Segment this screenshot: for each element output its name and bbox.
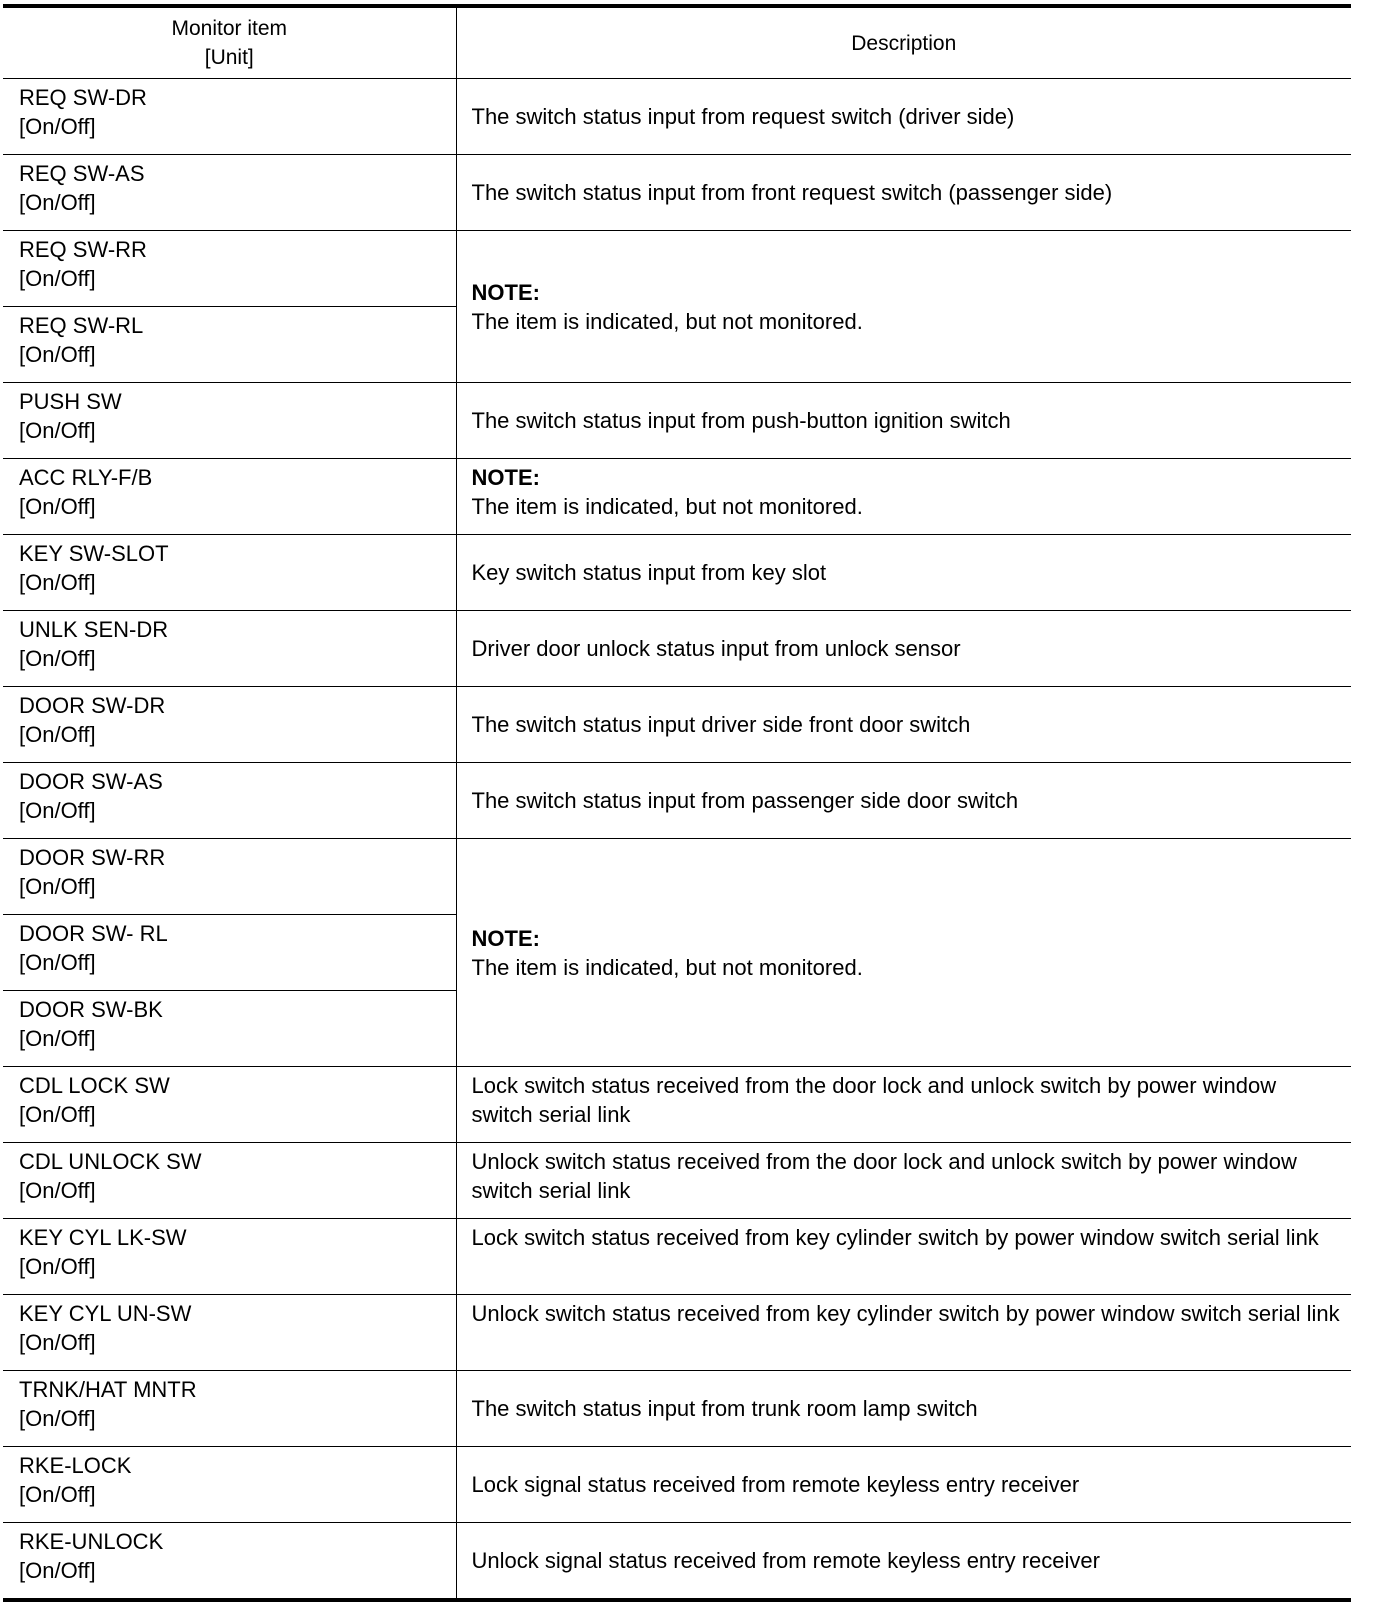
monitor-item-cell (3, 1143, 456, 1219)
table-row (3, 383, 1351, 459)
table-row (3, 1447, 1351, 1523)
item-unit: [On/Off] (19, 114, 96, 139)
item-name: DOOR SW-AS (19, 769, 163, 794)
monitor-item-cell (3, 231, 456, 307)
table-row (3, 839, 1351, 915)
item-name: KEY SW-SLOT (19, 541, 169, 566)
item-name: DOOR SW-RR (19, 845, 166, 870)
table-row (3, 155, 1351, 231)
monitor-item-table (3, 4, 1351, 1602)
item-unit: [On/Off] (19, 342, 96, 367)
monitor-item-cell (3, 79, 456, 155)
table-row (3, 1523, 1351, 1601)
table-row (3, 79, 1351, 155)
note-label: NOTE: (471, 279, 540, 305)
description-cell: Unlock signal status received from remote keyless entry receiver (456, 1523, 1351, 1601)
monitor-item-cell (3, 383, 456, 459)
monitor-item-cell (3, 915, 456, 991)
description-cell: Unlock switch status received from the door lock and unlock switch by power window switch serial link (456, 1143, 1351, 1219)
item-unit: [On/Off] (19, 570, 96, 595)
monitor-item-cell (3, 1295, 456, 1371)
item-unit: [On/Off] (19, 798, 96, 823)
item-unit: [On/Off] (19, 874, 96, 899)
note-cell (456, 459, 1351, 535)
monitor-item-cell (3, 687, 456, 763)
item-unit: [On/Off] (19, 646, 96, 671)
table-header-row (3, 6, 1351, 79)
item-name: TRNK/HAT MNTR (19, 1377, 197, 1402)
description-cell: The switch status input driver side front door switch (456, 687, 1351, 763)
table-row (3, 1067, 1351, 1143)
monitor-item-cell (3, 1523, 456, 1601)
description-cell: Unlock switch status received from key cylinder switch by power window switch serial link (456, 1295, 1351, 1371)
monitor-item-cell (3, 535, 456, 611)
note-text: The item is indicated, but not monitored. (471, 494, 863, 519)
item-unit: [On/Off] (19, 266, 96, 291)
item-name: CDL LOCK SW (19, 1073, 170, 1098)
description-cell: The switch status input from push-button ignition switch (456, 383, 1351, 459)
item-unit: [On/Off] (19, 1102, 96, 1127)
description-cell: The switch status input from passenger side door switch (456, 763, 1351, 839)
header-unit-label: [Unit] (204, 46, 254, 69)
item-name: REQ SW-RR (19, 237, 147, 262)
monitor-item-cell (3, 763, 456, 839)
header-description: Description (456, 6, 1351, 79)
table-row (3, 459, 1351, 535)
table-row (3, 763, 1351, 839)
table-row (3, 1219, 1351, 1295)
item-unit: [On/Off] (19, 1254, 96, 1279)
header-monitor-item (3, 6, 456, 79)
item-name: KEY CYL UN-SW (19, 1301, 192, 1326)
table-row (3, 231, 1351, 307)
item-unit: [On/Off] (19, 1482, 96, 1507)
note-text: The item is indicated, but not monitored. (471, 308, 863, 334)
monitor-item-cell (3, 1447, 456, 1523)
item-name: DOOR SW-BK (19, 997, 163, 1022)
description-cell: Key switch status input from key slot (456, 535, 1351, 611)
item-name: UNLK SEN-DR (19, 617, 169, 642)
monitor-item-cell (3, 991, 456, 1067)
table-row (3, 535, 1351, 611)
table-row (3, 611, 1351, 687)
item-name: CDL UNLOCK SW (19, 1149, 202, 1174)
item-name: RKE-LOCK (19, 1453, 132, 1478)
description-cell: The switch status input from request switch (driver side) (471, 104, 1015, 129)
note-label: NOTE: (471, 465, 540, 490)
note-text: The item is indicated, but not monitored. (471, 954, 863, 980)
item-name: REQ SW-RL (19, 313, 144, 338)
item-unit: [On/Off] (19, 494, 96, 519)
table-row (3, 1143, 1351, 1219)
monitor-item-cell (3, 611, 456, 687)
description-cell: Driver door unlock status input from unlock sensor (456, 611, 1351, 687)
header-monitor-item-label: Monitor item (171, 17, 288, 40)
description-cell: Lock signal status received from remote keyless entry receiver (456, 1447, 1351, 1523)
item-name: KEY CYL LK-SW (19, 1225, 187, 1250)
monitor-item-cell (3, 839, 456, 915)
item-name: DOOR SW-DR (19, 693, 166, 718)
item-unit: [On/Off] (19, 1406, 96, 1431)
item-unit: [On/Off] (19, 722, 96, 747)
monitor-item-cell (3, 1371, 456, 1447)
description-cell: Lock switch status received from key cylinder switch by power window switch serial link (456, 1219, 1351, 1295)
note-label: NOTE: (471, 925, 540, 951)
table-row (3, 687, 1351, 763)
item-unit: [On/Off] (19, 190, 96, 215)
item-unit: [On/Off] (19, 1330, 96, 1355)
description-cell: Lock switch status received from the door lock and unlock switch by power window switch serial link (456, 1067, 1351, 1143)
item-name: DOOR SW- RL (19, 921, 168, 946)
note-cell (456, 839, 1351, 1067)
table-row (3, 1295, 1351, 1371)
item-unit: [On/Off] (19, 1558, 96, 1583)
monitor-item-cell (3, 1067, 456, 1143)
monitor-item-cell (3, 155, 456, 231)
item-unit: [On/Off] (19, 418, 96, 443)
monitor-item-cell (3, 1219, 456, 1295)
table-row (3, 1371, 1351, 1447)
monitor-item-cell (3, 307, 456, 383)
item-name: REQ SW-DR (19, 85, 147, 110)
item-unit: [On/Off] (19, 950, 96, 975)
description-cell: The switch status input from trunk room lamp switch (456, 1371, 1351, 1447)
item-unit: [On/Off] (19, 1026, 96, 1051)
item-name: ACC RLY-F/B (19, 465, 153, 490)
item-unit: [On/Off] (19, 1178, 96, 1203)
description-cell: The switch status input from front request switch (passenger side) (456, 155, 1351, 231)
item-name: RKE-UNLOCK (19, 1529, 164, 1554)
item-name: PUSH SW (19, 389, 122, 414)
item-name: REQ SW-AS (19, 161, 145, 186)
monitor-item-cell (3, 459, 456, 535)
note-cell (456, 231, 1351, 383)
